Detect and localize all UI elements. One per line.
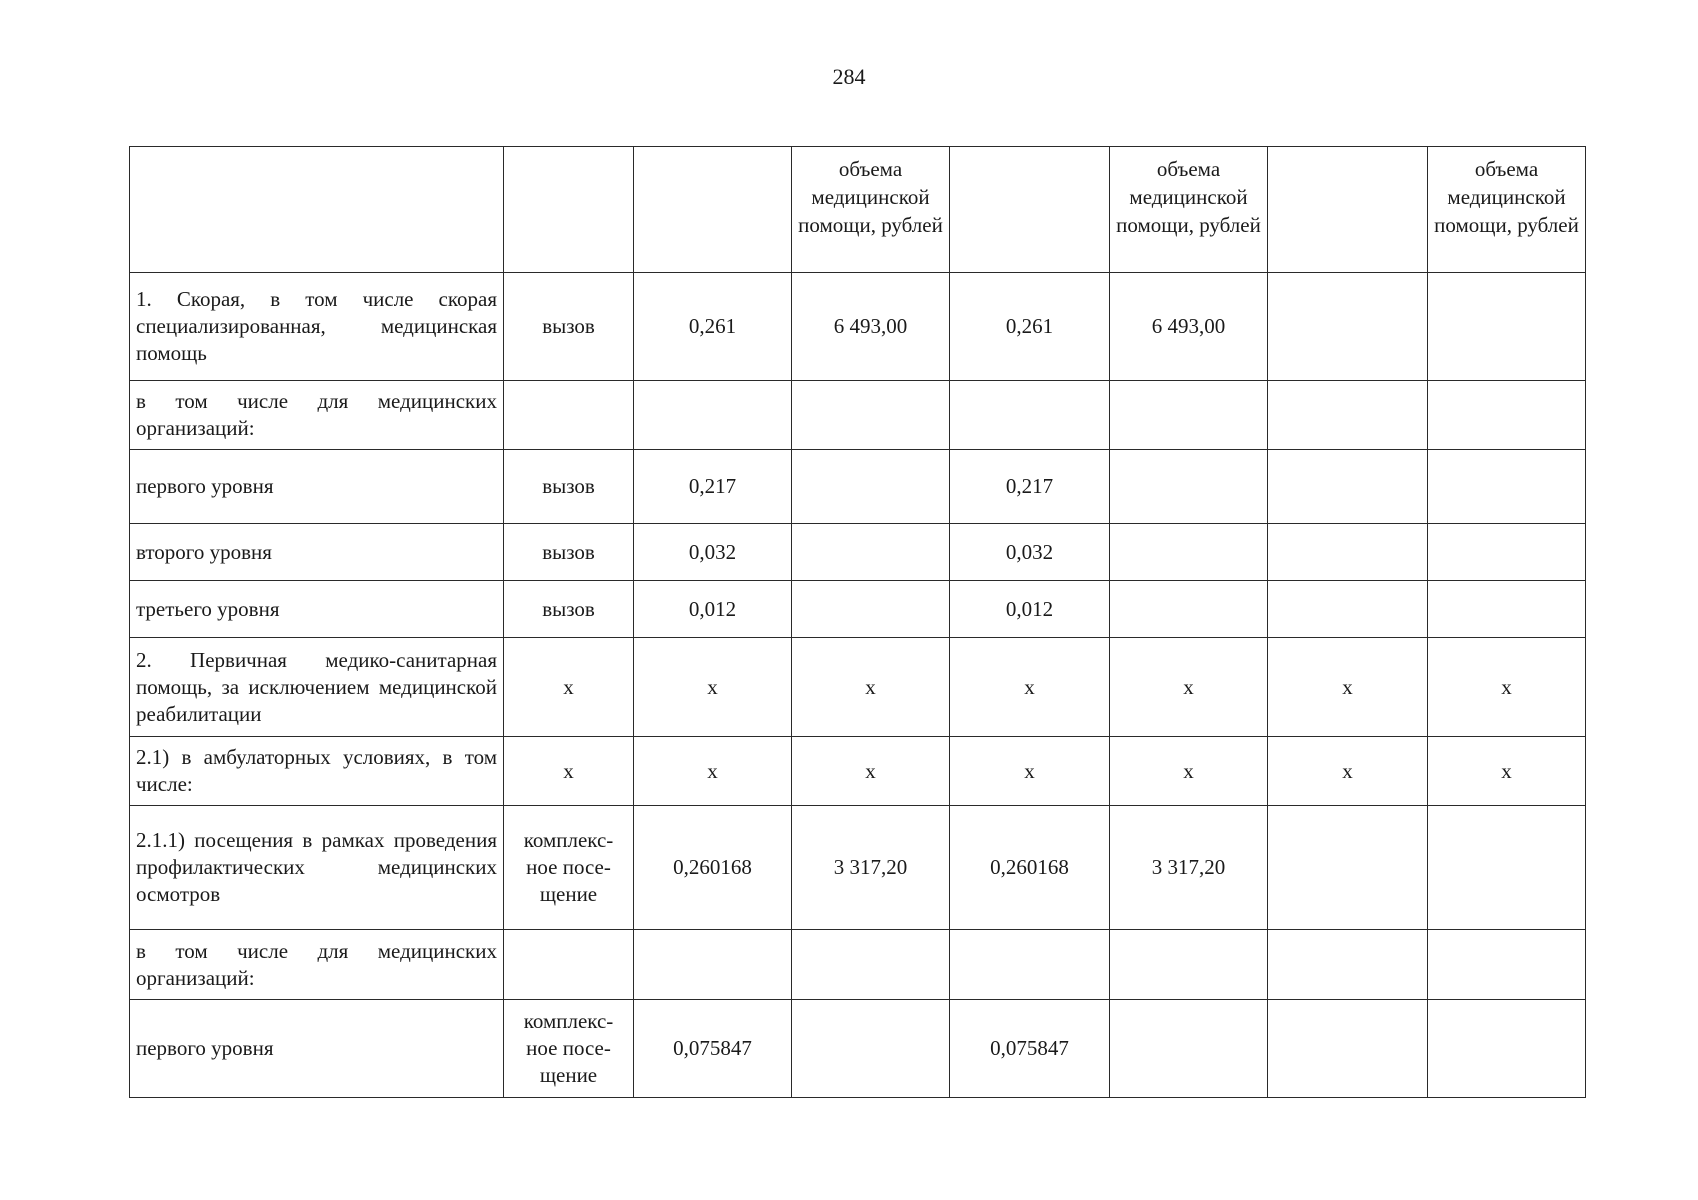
row-value-cell-c2: х: [792, 638, 950, 737]
row-value-cell-c3: 0,261: [950, 273, 1110, 381]
row-value-cell-c6: х: [1428, 737, 1586, 806]
row-value-cell-c6: [1428, 806, 1586, 930]
row-name-cell: 2.1) в амбулаторных условиях, в том числе:: [130, 737, 504, 806]
row-value-cell-c4: 3 317,20: [1110, 806, 1268, 930]
row-value-cell-c2: [792, 1000, 950, 1098]
medical-care-table: [129, 146, 1586, 1098]
row-value-cell-c2: [792, 381, 950, 450]
row-name-cell: 2.1.1) посещения в рамках проведения профилактических медицинских осмотров: [130, 806, 504, 930]
header-cell-1: [634, 147, 792, 273]
row-value-cell-c5: [1268, 1000, 1428, 1098]
row-value-cell-c2: [792, 450, 950, 524]
row-value-cell-c6: [1428, 524, 1586, 581]
row-value-cell-c2: 3 317,20: [792, 806, 950, 930]
row-value-cell-c5: х: [1268, 737, 1428, 806]
row-value-cell-c1: [634, 381, 792, 450]
page-number: 284: [832, 64, 866, 89]
header-cell-2: объема медицинской помощи, рублей: [792, 147, 950, 273]
table-row: [130, 273, 1586, 381]
row-value-cell-c2: [792, 930, 950, 1000]
header-cell-4: объема медицинской помощи, рублей: [1110, 147, 1268, 273]
row-value-cell-c1: [634, 930, 792, 1000]
row-value-cell-c1: х: [634, 638, 792, 737]
row-value-cell-c5: [1268, 524, 1428, 581]
row-value-cell-c2: [792, 581, 950, 638]
row-value-cell-c1: 0,075847: [634, 1000, 792, 1098]
row-value-cell-c3: 0,032: [950, 524, 1110, 581]
row-value-cell-c3: 0,075847: [950, 1000, 1110, 1098]
row-value-cell-c6: [1428, 930, 1586, 1000]
table-row: [130, 737, 1586, 806]
table-row: [130, 450, 1586, 524]
row-unit-cell: вызов: [504, 450, 634, 524]
row-value-cell-c1: 0,012: [634, 581, 792, 638]
row-value-cell-c5: [1268, 381, 1428, 450]
row-unit-cell: [504, 381, 634, 450]
row-unit-cell: комплекс-ное посе-щение: [504, 806, 634, 930]
row-value-cell-c2: х: [792, 737, 950, 806]
row-value-cell-c3: [950, 930, 1110, 1000]
table-row: [130, 638, 1586, 737]
row-value-cell-c4: х: [1110, 737, 1268, 806]
row-unit-cell: х: [504, 638, 634, 737]
row-value-cell-c4: 6 493,00: [1110, 273, 1268, 381]
row-value-cell-c4: [1110, 524, 1268, 581]
row-value-cell-c4: [1110, 581, 1268, 638]
table-row: [130, 381, 1586, 450]
row-name-cell: 2. Первичная медико-санитарная помощь, за исключением медицинской реабилитации: [130, 638, 504, 737]
header-cell-unit: [504, 147, 634, 273]
row-value-cell-c1: х: [634, 737, 792, 806]
header-cell-6: объема медицинской помощи, рублей: [1428, 147, 1586, 273]
row-value-cell-c6: [1428, 381, 1586, 450]
header-cell-5: [1268, 147, 1428, 273]
row-name-cell: второго уровня: [130, 524, 504, 581]
row-value-cell-c5: [1268, 450, 1428, 524]
row-value-cell-c6: х: [1428, 638, 1586, 737]
row-value-cell-c5: [1268, 581, 1428, 638]
row-value-cell-c4: [1110, 1000, 1268, 1098]
row-name-cell: 1. Скорая, в том числе скорая специализированная, медицинская помощь: [130, 273, 504, 381]
row-value-cell-c1: 0,261: [634, 273, 792, 381]
row-value-cell-c3: х: [950, 737, 1110, 806]
table-row: [130, 930, 1586, 1000]
row-value-cell-c4: [1110, 450, 1268, 524]
row-value-cell-c5: [1268, 930, 1428, 1000]
header-row: [130, 147, 1586, 273]
row-value-cell-c3: 0,217: [950, 450, 1110, 524]
header-cell-3: [950, 147, 1110, 273]
row-name-cell: первого уровня: [130, 450, 504, 524]
row-value-cell-c1: 0,260168: [634, 806, 792, 930]
row-value-cell-c5: х: [1268, 638, 1428, 737]
row-value-cell-c3: 0,260168: [950, 806, 1110, 930]
row-value-cell-c1: 0,217: [634, 450, 792, 524]
row-value-cell-c2: [792, 524, 950, 581]
row-value-cell-c3: [950, 381, 1110, 450]
row-value-cell-c4: х: [1110, 638, 1268, 737]
row-value-cell-c3: х: [950, 638, 1110, 737]
row-value-cell-c6: [1428, 1000, 1586, 1098]
table-row: [130, 581, 1586, 638]
table-row: [130, 1000, 1586, 1098]
row-value-cell-c5: [1268, 806, 1428, 930]
row-name-cell: третьего уровня: [130, 581, 504, 638]
row-unit-cell: [504, 930, 634, 1000]
row-unit-cell: х: [504, 737, 634, 806]
row-unit-cell: вызов: [504, 581, 634, 638]
row-value-cell-c4: [1110, 930, 1268, 1000]
row-value-cell-c6: [1428, 581, 1586, 638]
row-value-cell-c6: [1428, 273, 1586, 381]
row-value-cell-c2: 6 493,00: [792, 273, 950, 381]
table-row: [130, 806, 1586, 930]
header-cell-name: [130, 147, 504, 273]
row-name-cell: первого уровня: [130, 1000, 504, 1098]
table-row: [130, 524, 1586, 581]
row-value-cell-c4: [1110, 381, 1268, 450]
row-name-cell: в том числе для медицинских организаций:: [130, 381, 504, 450]
row-unit-cell: вызов: [504, 273, 634, 381]
row-value-cell-c6: [1428, 450, 1586, 524]
row-unit-cell: комплекс-ное посе-щение: [504, 1000, 634, 1098]
row-value-cell-c5: [1268, 273, 1428, 381]
row-value-cell-c3: 0,012: [950, 581, 1110, 638]
row-name-cell: в том числе для медицинских организаций:: [130, 930, 504, 1000]
row-unit-cell: вызов: [504, 524, 634, 581]
row-value-cell-c1: 0,032: [634, 524, 792, 581]
